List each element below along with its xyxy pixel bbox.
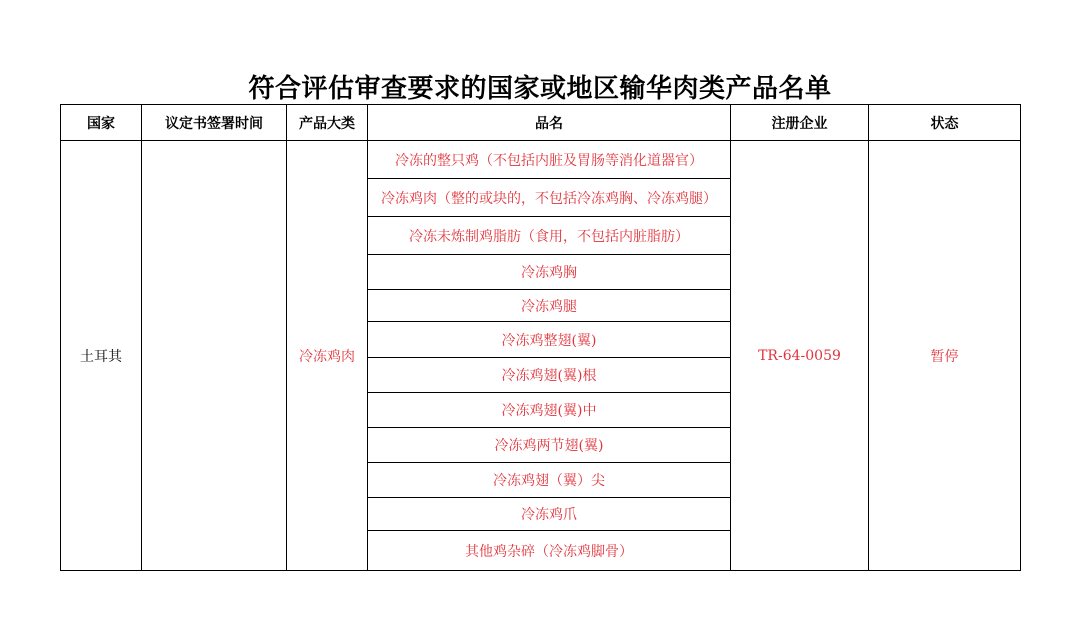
column-header-product-name: 品名: [368, 105, 731, 141]
product-name-cell: 冷冻的整只鸡（不包括内脏及胃肠等消化道器官）: [368, 141, 731, 179]
product-name-cell: 冷冻鸡胸: [368, 255, 731, 290]
country-cell: 土耳其: [61, 141, 142, 571]
product-name-cell: 冷冻鸡腿: [368, 290, 731, 322]
column-header-category: 产品大类: [287, 105, 368, 141]
table-row: [61, 141, 1021, 179]
column-header-protocol-date: 议定书签署时间: [142, 105, 287, 141]
column-header-status: 状态: [869, 105, 1021, 141]
product-name-cell: 冷冻鸡两节翅(翼): [368, 428, 731, 463]
column-header-registered-enterprise: 注册企业: [731, 105, 869, 141]
page-title: 符合评估审查要求的国家或地区输华肉类产品名单: [248, 74, 832, 104]
status-cell: 暂停: [869, 141, 1021, 571]
registered-enterprise-cell: TR-64-0059: [731, 141, 869, 571]
category-cell: 冷冻鸡肉: [287, 141, 368, 571]
product-name-cell: 冷冻鸡肉（整的或块的，不包括冷冻鸡胸、冷冻鸡腿）: [368, 179, 731, 217]
product-name-cell: 冷冻鸡整翅(翼): [368, 322, 731, 358]
table-header-row: [61, 105, 1021, 141]
product-name-cell: 冷冻鸡翅(翼)中: [368, 393, 731, 428]
product-name-cell: 冷冻未炼制鸡脂肪（食用，不包括内脏脂肪）: [368, 217, 731, 255]
product-name-cell: 冷冻鸡翅(翼)根: [368, 358, 731, 393]
product-name-cell: 其他鸡杂碎（冷冻鸡脚骨）: [368, 531, 731, 571]
column-header-country: 国家: [61, 105, 142, 141]
product-name-cell: 冷冻鸡翅（翼）尖: [368, 463, 731, 498]
protocol-date-cell: [142, 141, 287, 571]
product-list-table: [60, 104, 1021, 571]
product-name-cell: 冷冻鸡爪: [368, 498, 731, 531]
